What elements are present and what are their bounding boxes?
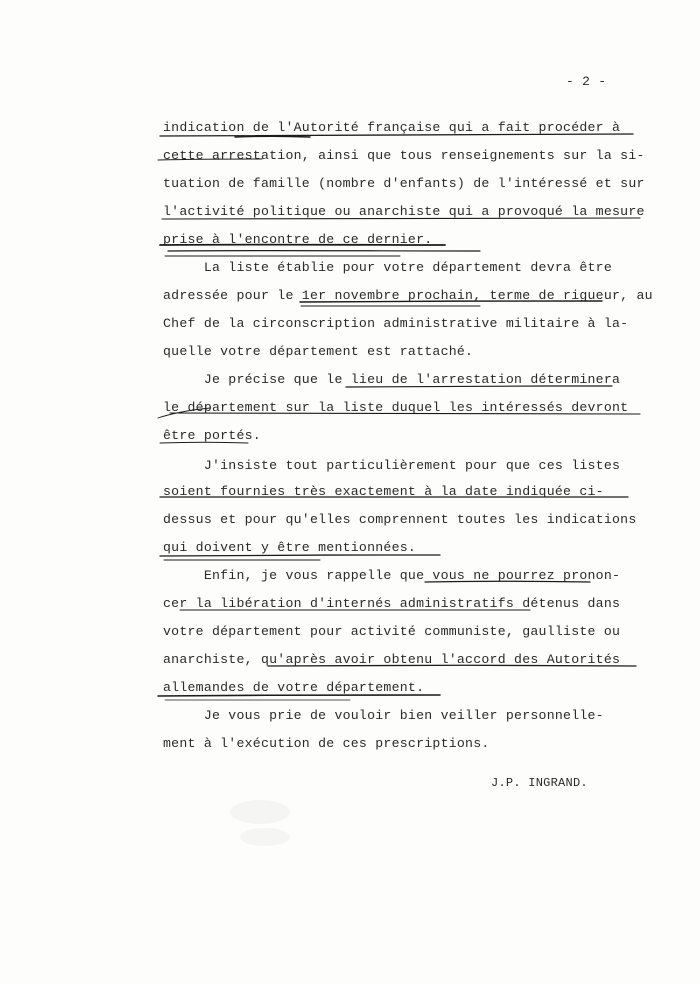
text-line: anarchiste, qu'après avoir obtenu l'accord des Autorités [163,652,621,667]
text-line: Enfin, je vous rappelle que vous ne pourrez pronon- [163,568,621,583]
text-line: l'activité politique ou anarchiste qui a provoqué la mesure [163,204,645,219]
text-line: cer la libération d'internés administratifs détenus dans [163,596,621,611]
text-line: soient fournies très exactement à la date indiquée ci- [163,484,604,499]
text-line: qui doivent y être mentionnées. [163,540,417,555]
page-number: - 2 - [566,74,607,89]
text-line: adressée pour le 1er novembre prochain, terme de rigueur, au [163,288,653,303]
pencil-underline [268,665,636,666]
text-line: J'insiste tout particulièrement pour que ces listes [163,458,621,473]
pencil-underline [160,134,633,136]
pencil-underline [158,159,262,160]
text-line: ment à l'exécution de ces prescriptions. [163,736,490,751]
text-line: Je précise que le lieu de l'arrestation déterminera [163,372,621,387]
text-line: cette arrestation, ainsi que tous renseignements sur la si- [163,148,645,163]
signature: J.P. INGRAND. [491,776,588,790]
text-line: Je vous prie de vouloir bien veiller personnelle- [163,708,604,723]
pencil-underline [162,218,640,219]
text-line: indication de l'Autorité française qui a fait procéder à [163,120,621,135]
pencil-underline [160,442,248,443]
pencil-underline [300,301,602,302]
pencil-underline [235,136,310,137]
text-line: dessus et pour qu'elles comprennent toutes les indications [163,512,637,527]
pencil-underline [160,555,440,556]
text-line: Chef de la circonscription administrative militaire à la- [163,316,629,331]
pencil-underline [425,581,590,582]
text-line: allemandes de votre département. [163,680,425,695]
text-line: le département sur la liste duquel les intéressés devront [163,400,629,415]
text-line: prise à l'encontre de ce dernier. [163,232,433,247]
pencil-underline [158,695,440,696]
pencil-underline [160,496,628,497]
text-line: quelle votre département est rattaché. [163,344,474,359]
text-line: tuation de famille (nombre d'enfants) de l'intéressé et sur [163,176,645,191]
text-line: être portés. [163,428,261,443]
text-line: votre département pour activité communiste, gaulliste ou [163,624,621,639]
pencil-underline [180,609,530,610]
text-line: La liste établie pour votre département devra être [163,260,613,275]
pencil-underline [170,413,640,414]
pencil-underline [346,386,612,387]
